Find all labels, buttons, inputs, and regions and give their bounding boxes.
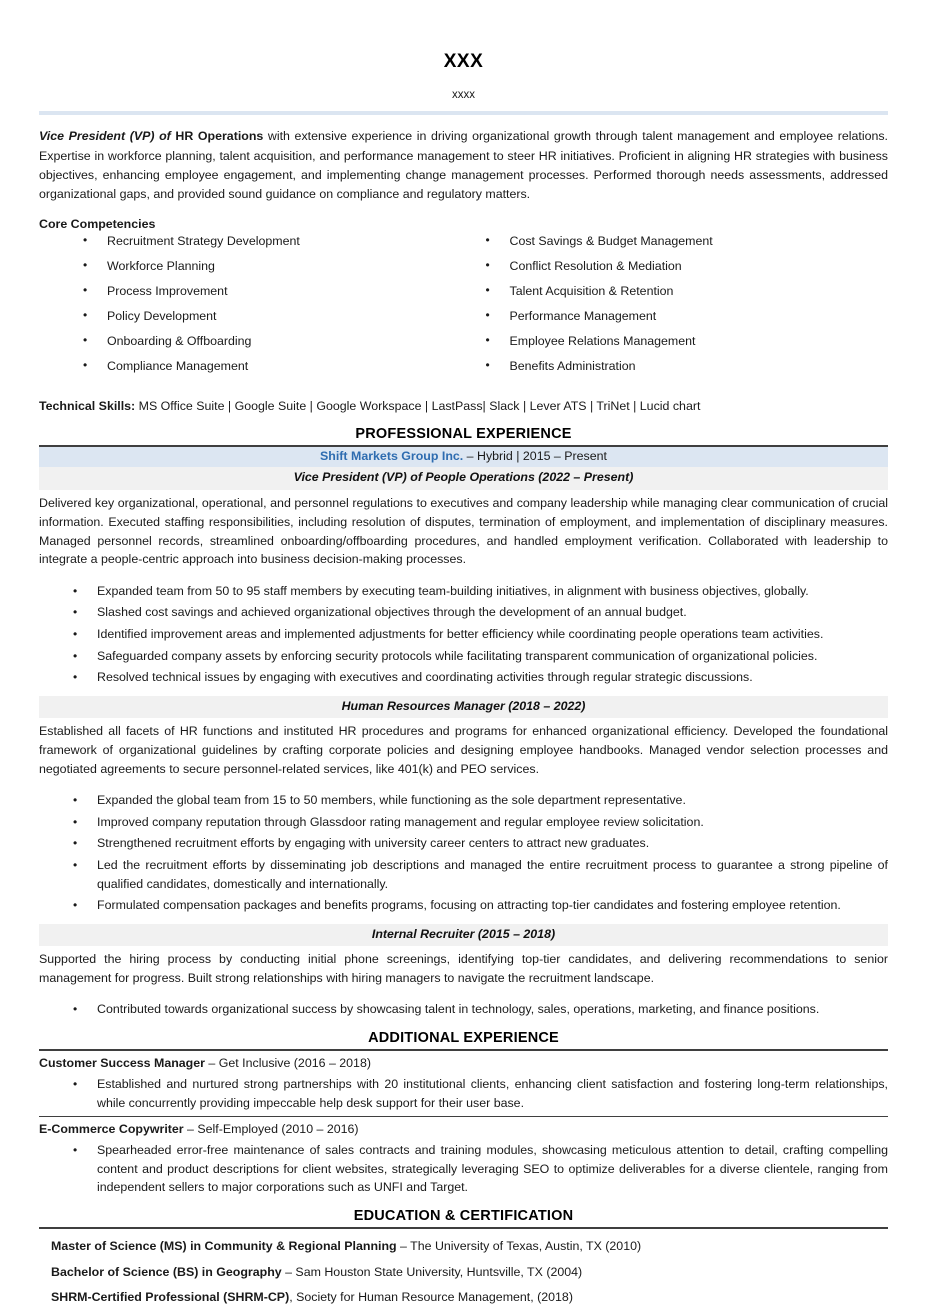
education-heading: EDUCATION & CERTIFICATION bbox=[353, 1207, 574, 1224]
list-item: • Slashed cost savings and achieved organizational objectives through the development of an annual budget. bbox=[39, 603, 888, 622]
job-title: Customer Success Manager bbox=[39, 1056, 205, 1071]
list-item: • Improved company reputation through Glassdoor rating management and regular employee review solicitation. bbox=[39, 813, 888, 832]
list-item: • Recruitment Strategy Development bbox=[39, 235, 464, 247]
list-item: • Strengthened recruitment efforts by engaging with university career centers to attract new graduates. bbox=[39, 834, 888, 853]
core-competencies-column-left bbox=[39, 235, 464, 384]
education-list bbox=[39, 1238, 888, 1306]
list-item: • Established and nurtured strong partnerships with 20 institutional clients, enhancing client satisfaction and fostering long-term relationships, while concurrently providing impeccable help desk support for their user base. bbox=[39, 1075, 888, 1112]
company-header-shift-markets bbox=[39, 447, 888, 468]
list-item: • Safeguarded company assets by enforcing security protocols while facilitating transparent communication of organizational policies. bbox=[39, 647, 888, 666]
degree-meta: – Sam Houston State University, Huntsville, TX (2004) bbox=[281, 1264, 583, 1279]
list-item: • Led the recruitment efforts by disseminating job descriptions and managed the entire recruitment process to guarantee a strong pipeline of qualified candidates, domestically and internationally. bbox=[39, 856, 888, 893]
job-title: E-Commerce Copywriter bbox=[39, 1121, 184, 1136]
core-competencies-column-right bbox=[464, 235, 889, 384]
role-title-internal-recruiter: Internal Recruiter (2015 – 2018) bbox=[39, 924, 888, 947]
list-item: • Resolved technical issues by engaging with executives and coordinating activities through regular strategic discussions. bbox=[39, 668, 888, 687]
degree-meta: – The University of Texas, Austin, TX (2010) bbox=[396, 1238, 642, 1253]
job-meta: – Self-Employed (2010 – 2016) bbox=[183, 1121, 359, 1136]
candidate-name: XXX bbox=[443, 51, 484, 72]
technical-skills-value: MS Office Suite | Google Suite | Google Workspace | LastPass| Slack | Lever ATS | TriNet | Lucid chart bbox=[135, 398, 701, 413]
company-name: Shift Markets Group Inc. bbox=[320, 448, 464, 463]
list-item: • Cost Savings & Budget Management bbox=[464, 235, 889, 247]
job-meta: – Get Inclusive (2016 – 2018) bbox=[204, 1056, 371, 1071]
professional-summary bbox=[39, 127, 888, 204]
degree-name: Master of Science (MS) in Community & Regional Planning bbox=[51, 1238, 397, 1253]
list-item: • Expanded the global team from 15 to 50 members, while functioning as the sole department representative. bbox=[39, 791, 888, 810]
technical-skills bbox=[39, 398, 888, 415]
additional-experience-rule bbox=[39, 1049, 888, 1051]
role-title-hr-manager: Human Resources Manager (2018 – 2022) bbox=[39, 696, 888, 719]
summary-body: with extensive experience in driving organizational growth through talent management and employee relations. Expertise in workforce planning, talent acquisition, and performance management to steer HR initiatives. Proficient in aligning HR strategies with business objectives, enhancing employee engagement, and implementing change management processes. Performed thorough needs assessments, addressed organizational gaps, and provided sound guidance on compliance and regulatory matters. bbox=[39, 129, 888, 201]
company-meta: – Hybrid | 2015 – Present bbox=[463, 448, 607, 463]
list-item: • Formulated compensation packages and benefits programs, focusing on attracting top-tier candidates and fostering employee retention. bbox=[39, 896, 888, 915]
additional-job-divider bbox=[39, 1116, 888, 1117]
list-item: • Expanded team from 50 to 95 staff members by executing team-building initiatives, in alignment with business objectives, globally. bbox=[39, 582, 888, 601]
role-bullet-list bbox=[39, 791, 888, 915]
role-description: Delivered key organizational, operational, and personnel regulations to executives and company leadership while managing clear communication of crucial information. Executed staffing responsibilities, including resolution of disputes, termination of employment, and implementation of disciplinary measures. Managed personnel records, streamlined onboarding/offboarding procedures, and handled employment verification. Collaborated with leadership to integrate a people-centric approach into business decision-making processes. bbox=[39, 495, 888, 567]
additional-experience-heading: ADDITIONAL EXPERIENCE bbox=[368, 1030, 559, 1047]
list-item: • Performance Management bbox=[464, 310, 889, 322]
list-item: • Identified improvement areas and implemented adjustments for better efficiency while coordinating people operations team activities. bbox=[39, 625, 888, 644]
competency-list-left bbox=[39, 235, 464, 372]
competency-list-right bbox=[464, 235, 889, 372]
summary-role-italic: Vice President (VP) of bbox=[39, 129, 176, 144]
role-description: Established all facets of HR functions and instituted HR procedures and programs for enhanced organizational efficiency. Developed the foundational framework of organizational guidelines by crafting corporate policies and designing employee handbooks. Managed vendor selection processes and negotiated agreements to secure personnel-related services, like 401(k) and PEO services. bbox=[39, 724, 888, 776]
list-item: • Contributed towards organizational success by showcasing talent in technology, sales, operations, marketing, and finance positions. bbox=[39, 1000, 888, 1019]
role-bullet-list bbox=[39, 582, 888, 687]
list-item: • Conflict Resolution & Mediation bbox=[464, 260, 889, 272]
list-item: • Process Improvement bbox=[39, 285, 464, 297]
list-item: • Talent Acquisition & Retention bbox=[464, 285, 889, 297]
education-item bbox=[39, 1264, 888, 1281]
certification-name: SHRM-Certified Professional (SHRM-CP) bbox=[51, 1290, 290, 1305]
list-item: • Compliance Management bbox=[39, 360, 464, 372]
candidate-subtitle: xxxx bbox=[452, 88, 475, 101]
professional-experience-heading: PROFESSIONAL EXPERIENCE bbox=[355, 425, 572, 442]
document-header bbox=[39, 0, 888, 101]
role-description: Supported the hiring process by conducting initial phone screenings, identifying top-tier candidates, and delivering recommendations to senior management for progress. Built strong relationships with hiring managers to navigate the recruitment landscape. bbox=[39, 952, 888, 986]
role-title-vp-people-operations: Vice President (VP) of People Operations (2022 – Present) bbox=[39, 467, 888, 490]
education-rule bbox=[39, 1227, 888, 1229]
education-item bbox=[39, 1289, 888, 1306]
header-divider bbox=[39, 111, 888, 115]
additional-job-title-ecommerce-copywriter bbox=[39, 1121, 888, 1138]
list-item: • Policy Development bbox=[39, 310, 464, 322]
list-item: • Benefits Administration bbox=[464, 360, 889, 372]
list-item: • Spearheaded error-free maintenance of sales contracts and training modules, showcasing meticulous attention to detail, crafting compelling content and product descriptions for client websites, strategically leveraging SEO to optimize deliverables for a diverse clientele, ranging from independent sellers to major corporations such as UNFI and Target. bbox=[39, 1141, 888, 1197]
degree-name: Bachelor of Science (BS) in Geography bbox=[51, 1264, 282, 1279]
certification-meta: , Society for Human Resource Management, (2018) bbox=[289, 1290, 573, 1305]
additional-job-title-customer-success-manager bbox=[39, 1055, 888, 1072]
role-bullet-list bbox=[39, 1000, 888, 1019]
summary-role-bold: HR Operations bbox=[175, 129, 264, 144]
core-competencies-grid bbox=[39, 235, 888, 384]
additional-job-bullet-list bbox=[39, 1141, 888, 1197]
list-item: • Workforce Planning bbox=[39, 260, 464, 272]
technical-skills-label: Technical Skills: bbox=[39, 398, 136, 413]
list-item: • Onboarding & Offboarding bbox=[39, 335, 464, 347]
education-item bbox=[39, 1238, 888, 1255]
additional-job-bullet-list bbox=[39, 1075, 888, 1112]
core-competencies-label: Core Competencies bbox=[39, 217, 156, 232]
list-item: • Employee Relations Management bbox=[464, 335, 889, 347]
